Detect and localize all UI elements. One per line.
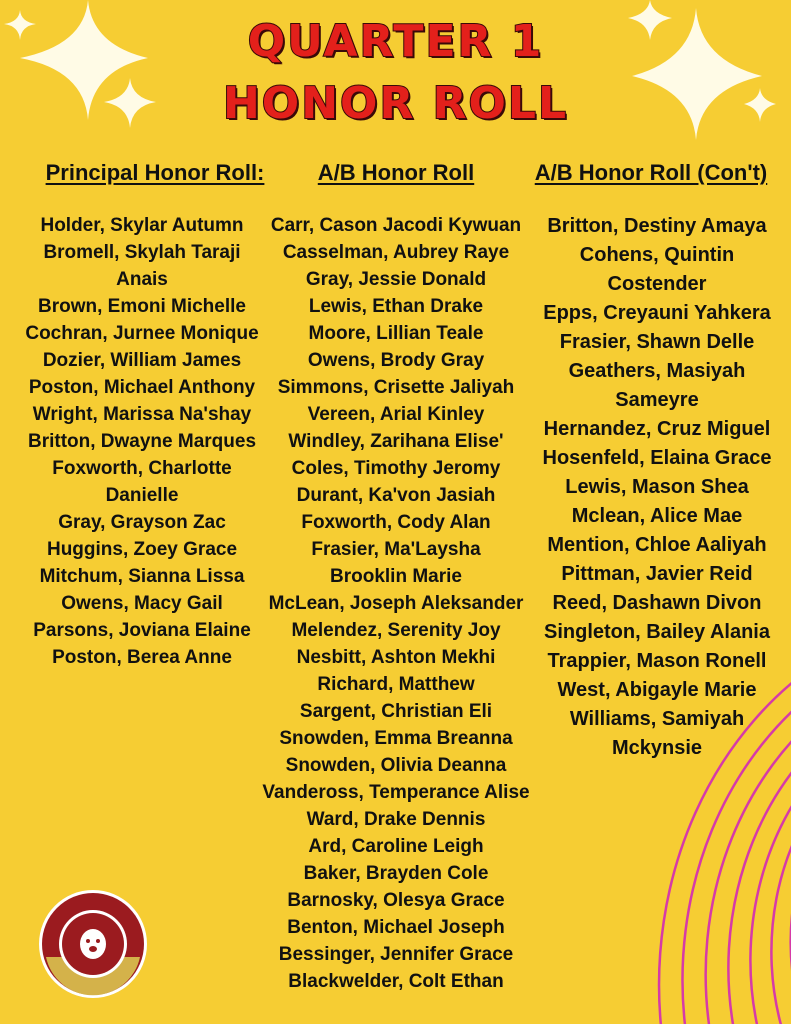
honoree-name: Cohens, Quintin Costender — [579, 244, 735, 295]
honoree-name: Blackwelder, Colt Ethan — [288, 971, 504, 992]
honoree-name: Nesbitt, Ashton Mekhi — [296, 647, 496, 668]
honoree-name: Gray, Grayson Zac — [58, 512, 226, 533]
ab-honor-roll-heading: A/B Honor Roll — [317, 160, 475, 185]
honoree-name: Brown, Emoni Michelle — [38, 296, 246, 317]
honoree-name: Bromell, Skylah Taraji Anais — [43, 242, 241, 290]
honoree-name: Britton, Dwayne Marques — [27, 431, 257, 452]
principal-honor-roll-heading: Principal Honor Roll: — [45, 160, 265, 185]
honoree-name: Frasier, Shawn Delle — [559, 331, 755, 353]
honoree-name: Snowden, Emma Breanna — [279, 728, 513, 749]
principal-honor-roll-list — [12, 212, 272, 671]
honoree-name: Frasier, Ma'Laysha Brooklin Marie — [311, 539, 481, 587]
honoree-name: Hernandez, Cruz Miguel — [543, 418, 771, 440]
honoree-name: Parsons, Joviana Elaine — [33, 620, 251, 641]
honoree-name: Vandeross, Temperance Alise — [262, 782, 530, 803]
honoree-name: Huggins, Zoey Grace — [46, 539, 238, 560]
honoree-name: Foxworth, Charlotte Danielle — [52, 458, 232, 506]
honoree-name: Holder, Skylar Autumn — [40, 215, 244, 236]
honoree-name: Sargent, Christian Eli — [299, 701, 493, 722]
honoree-name: Lewis, Mason Shea — [565, 476, 749, 498]
honoree-name: Poston, Michael Anthony — [28, 377, 256, 398]
honoree-name: Bessinger, Jennifer Grace — [278, 944, 514, 965]
honoree-name: Trappier, Mason Ronell — [547, 650, 767, 672]
honoree-name: Lewis, Ethan Drake — [308, 296, 484, 317]
honoree-name: Melendez, Serenity Joy — [291, 620, 501, 641]
title-line-2: HONOR ROLL — [222, 78, 568, 129]
honoree-name: West, Abigayle Marie — [557, 679, 757, 701]
ab-honor-roll-cont-heading: A/B Honor Roll (Con't) — [534, 160, 768, 185]
honoree-name: Ard, Caroline Leigh — [308, 836, 484, 857]
honoree-name: Dozier, William James — [42, 350, 242, 371]
arc-line — [750, 756, 791, 1024]
honoree-name: Windley, Zarihana Elise' — [288, 431, 504, 452]
honoree-name: Gray, Jessie Donald — [305, 269, 487, 290]
honoree-name: Williams, Samiyah Mckynsie — [569, 708, 745, 759]
honoree-name: Coles, Timothy Jeromy — [291, 458, 501, 479]
arc-line — [771, 782, 791, 1024]
honoree-name: Richard, Matthew — [317, 674, 475, 695]
honoree-name: Britton, Destiny Amaya — [547, 215, 767, 237]
honoree-name: Geathers, Masiyah Sameyre — [568, 360, 746, 411]
honoree-name: Mitchum, Sianna Lissa — [39, 566, 245, 587]
honoree-name: Moore, Lillian Teale — [308, 323, 484, 344]
honoree-name: Epps, Creyauni Yahkera — [543, 302, 771, 324]
honoree-name: Barnosky, Olesya Grace — [287, 890, 505, 911]
honoree-name: Simmons, Crisette Jaliyah — [277, 377, 515, 398]
honoree-name: Owens, Brody Gray — [307, 350, 485, 371]
honoree-name: Wright, Marissa Na'shay — [32, 404, 252, 425]
honoree-name: Poston, Berea Anne — [52, 647, 232, 668]
honoree-name: Owens, Macy Gail — [61, 593, 223, 614]
honoree-name: Foxworth, Cody Alan — [301, 512, 491, 533]
honoree-name: Benton, Michael Joseph — [287, 917, 505, 938]
honoree-name: Carr, Cason Jacodi Kywuan — [270, 215, 522, 236]
honoree-name: Cochran, Jurnee Monique — [25, 323, 259, 344]
honoree-name: Casselman, Aubrey Raye — [282, 242, 510, 263]
honoree-name: Mention, Chloe Aaliyah — [547, 534, 767, 556]
honoree-name: McLean, Joseph Aleksander — [268, 593, 524, 614]
ab-honor-roll-cont-list — [532, 212, 782, 763]
school-logo — [38, 889, 148, 999]
honoree-name: Singleton, Bailey Alania — [544, 621, 770, 643]
ab-honor-roll-list — [256, 212, 536, 995]
honoree-name: Ward, Drake Dennis — [306, 809, 486, 830]
honoree-name: Mclean, Alice Mae — [571, 505, 743, 527]
honoree-name: Vereen, Arial Kinley — [307, 404, 485, 425]
honoree-name: Reed, Dashawn Divon — [552, 592, 762, 614]
honoree-name: Pittman, Javier Reid — [561, 563, 753, 585]
honoree-name: Snowden, Olivia Deanna — [285, 755, 507, 776]
honoree-name: Hosenfeld, Elaina Grace — [542, 447, 772, 469]
arc-line — [728, 731, 791, 1024]
honoree-name: Baker, Brayden Cole — [303, 863, 489, 884]
title-line-1: QUARTER 1 — [247, 16, 544, 67]
honoree-name: Durant, Ka'von Jasiah — [296, 485, 496, 506]
